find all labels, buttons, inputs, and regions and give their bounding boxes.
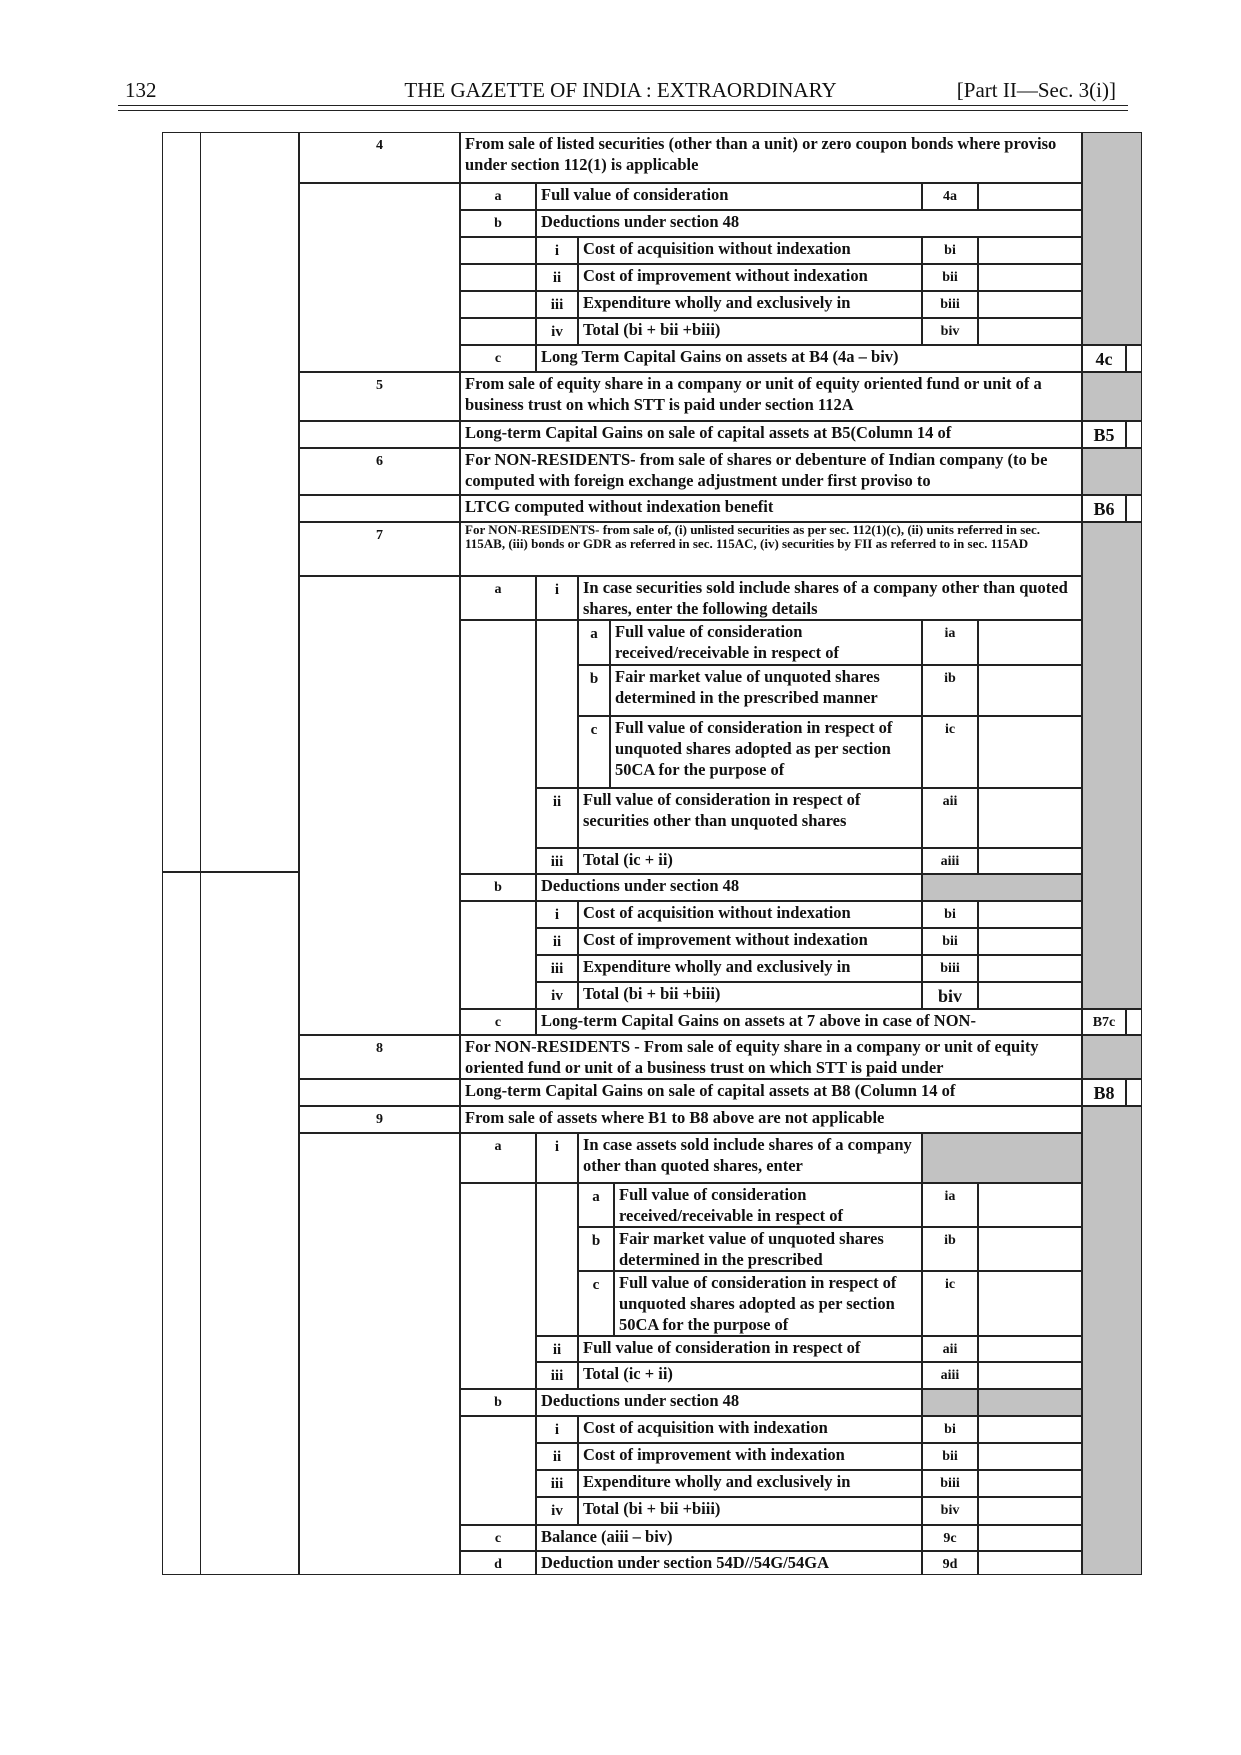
table-cell: 9c: [922, 1525, 978, 1551]
table-cell: ia: [922, 1183, 978, 1227]
table-cell: Balance (aiii – biv): [536, 1525, 922, 1551]
table-cell: Total (bi + bii +biii): [578, 982, 922, 1009]
table-cell: ia: [922, 620, 978, 665]
table-cell: ib: [922, 1227, 978, 1271]
table-cell-empty: [1082, 522, 1142, 1009]
table-cell: Full value of consideration in respect of securities other than unquoted shares: [578, 788, 922, 848]
table-cell-empty: [200, 132, 299, 872]
table-cell-empty: [299, 421, 460, 448]
table-cell-empty: [978, 1443, 1082, 1470]
table-cell: Full value of consideration: [536, 183, 922, 210]
table-cell: 6: [299, 448, 460, 495]
table-cell: biii: [922, 291, 978, 318]
table-cell: Deduction under section 54D//54G/54GA: [536, 1551, 922, 1575]
table-cell: 9: [299, 1106, 460, 1133]
table-cell-empty: [978, 237, 1082, 264]
table-cell: Long-term Capital Gains on sale of capital assets at B5(Column 14 of: [460, 421, 1082, 448]
table-cell: iii: [536, 291, 578, 318]
table-cell: bii: [922, 928, 978, 955]
table-cell: biv: [922, 318, 978, 345]
table-cell-empty: [1126, 1009, 1142, 1035]
table-cell: b: [460, 1389, 536, 1416]
table-cell: bii: [922, 1443, 978, 1470]
table-cell-empty: [460, 1183, 536, 1389]
table-cell-empty: [978, 1551, 1082, 1575]
table-cell: 7: [299, 522, 460, 576]
table-cell-empty: [460, 291, 536, 318]
table-cell: i: [536, 1133, 578, 1183]
table-cell: biv: [922, 1497, 978, 1525]
table-cell: iv: [536, 982, 578, 1009]
table-cell-empty: [299, 183, 460, 372]
table-cell: Full value of consideration in respect of unquoted shares adopted as per section 50CA for the purpose of: [614, 1271, 922, 1336]
table-cell-empty: [299, 576, 460, 1035]
table-cell-empty: [978, 1183, 1082, 1227]
table-cell-empty: [1126, 1079, 1142, 1106]
table-cell-empty: [299, 1079, 460, 1106]
table-cell-empty: [162, 132, 201, 872]
table-cell: bi: [922, 1416, 978, 1443]
table-cell: Cost of acquisition with indexation: [578, 1416, 922, 1443]
table-cell-empty: [978, 1362, 1082, 1389]
table-cell: aiii: [922, 1362, 978, 1389]
table-cell: ic: [922, 716, 978, 788]
table-cell-empty: [978, 1525, 1082, 1551]
table-cell-empty: [978, 848, 1082, 874]
table-cell: Deductions under section 48: [536, 210, 1082, 237]
table-cell: From sale of assets where B1 to B8 above are not applicable: [460, 1106, 1082, 1133]
table-cell-empty: [978, 264, 1082, 291]
table-cell: 8: [299, 1035, 460, 1079]
table-cell-empty: [162, 872, 201, 1575]
table-cell: Cost of acquisition without indexation: [578, 237, 922, 264]
table-cell: c: [460, 1009, 536, 1035]
table-cell: c: [460, 1525, 536, 1551]
table-cell-empty: [536, 1183, 578, 1336]
table-cell: bi: [922, 901, 978, 928]
table-cell: From sale of listed securities (other than a unit) or zero coupon bonds where proviso under section 112(1) is applicable: [460, 132, 1082, 183]
table-cell-empty: [978, 928, 1082, 955]
table-cell: In case assets sold include shares of a company other than quoted shares, enter: [578, 1133, 922, 1183]
table-cell: For NON-RESIDENTS- from sale of shares or debenture of Indian company (to be computed with foreign exchange adjustment under first proviso to: [460, 448, 1082, 495]
table-cell: aii: [922, 788, 978, 848]
table-cell-empty: [536, 620, 578, 788]
table-cell: ii: [536, 1443, 578, 1470]
table-cell: Total (ic + ii): [578, 1362, 922, 1389]
table-cell-empty: [978, 1336, 1082, 1362]
table-cell: ii: [536, 788, 578, 848]
table-cell: bi: [922, 237, 978, 264]
table-cell: Fair market value of unquoted shares determined in the prescribed manner: [610, 665, 922, 716]
table-cell: ii: [536, 928, 578, 955]
table-cell-empty: [978, 955, 1082, 982]
table-cell-empty: [299, 495, 460, 522]
table-cell: b: [578, 1227, 614, 1271]
table-cell: Deductions under section 48: [536, 1389, 922, 1416]
table-cell: iii: [536, 955, 578, 982]
table-cell-empty: [922, 1389, 978, 1416]
table-cell-empty: [978, 318, 1082, 345]
table-cell: B5: [1082, 421, 1126, 448]
table-cell: c: [578, 1271, 614, 1336]
table-cell-empty: [978, 1271, 1082, 1336]
table-cell: Total (ic + ii): [578, 848, 922, 874]
table-cell: 5: [299, 372, 460, 421]
table-cell: Long-term Capital Gains on sale of capital assets at B8 (Column 14 of: [460, 1079, 1082, 1106]
table-cell-empty: [460, 1416, 536, 1525]
table-cell: 4c: [1082, 345, 1126, 372]
table-cell: 9d: [922, 1551, 978, 1575]
table-cell-empty: [1082, 132, 1142, 345]
table-cell: 4: [299, 132, 460, 183]
table-cell: iv: [536, 318, 578, 345]
table-cell: b: [460, 210, 536, 237]
table-cell: i: [536, 576, 578, 620]
table-cell: b: [578, 665, 610, 716]
page-number: 132: [125, 78, 157, 102]
table-cell: Expenditure wholly and exclusively in: [578, 1470, 922, 1497]
table-cell: iii: [536, 1470, 578, 1497]
table-cell: a: [460, 1133, 536, 1183]
table-cell-empty: [978, 1416, 1082, 1443]
table-cell: Fair market value of unquoted shares determined in the prescribed: [614, 1227, 922, 1271]
table-cell: biv: [922, 982, 978, 1009]
table-cell: Deductions under section 48: [536, 874, 922, 901]
table-cell: Cost of improvement without indexation: [578, 928, 922, 955]
table-cell: c: [460, 345, 536, 372]
table-cell: Full value of consideration in respect of: [578, 1336, 922, 1362]
table-cell: aiii: [922, 848, 978, 874]
table-cell-empty: [978, 901, 1082, 928]
table-cell-empty: [1082, 372, 1142, 421]
table-cell: Expenditure wholly and exclusively in: [578, 955, 922, 982]
table-cell: Full value of consideration received/receivable in respect of: [610, 620, 922, 665]
table-cell: iii: [536, 848, 578, 874]
table-cell: LTCG computed without indexation benefit: [460, 495, 1082, 522]
table-cell-empty: [460, 318, 536, 345]
table-cell: a: [460, 183, 536, 210]
table-cell: Long-term Capital Gains on assets at 7 above in case of NON-: [536, 1009, 1082, 1035]
table-cell-empty: [460, 264, 536, 291]
table-cell-empty: [922, 874, 1082, 901]
table-cell-empty: [460, 237, 536, 264]
table-cell-empty: [978, 1470, 1082, 1497]
table-cell-empty: [978, 1227, 1082, 1271]
table-cell: ib: [922, 665, 978, 716]
table-cell: For NON-RESIDENTS- from sale of, (i) unlisted securities as per sec. 112(1)(c), (ii) units referred in sec. 115AB, (iii) bonds or GDR as referred in sec. 115AC, (iv) securities by FII as referred to in sec. 115AD: [460, 522, 1082, 576]
table-cell: Total (bi + bii +biii): [578, 318, 922, 345]
table-cell: 4a: [922, 183, 978, 210]
table-cell: iv: [536, 1497, 578, 1525]
table-cell: From sale of equity share in a company or unit of equity oriented fund or unit of a business trust on which STT is paid under section 112A: [460, 372, 1082, 421]
table-cell: ii: [536, 264, 578, 291]
table-cell: a: [460, 576, 536, 620]
table-cell-empty: [1126, 345, 1142, 372]
table-cell: In case securities sold include shares of a company other than quoted shares, enter the following details: [578, 576, 1082, 620]
table-cell: biii: [922, 1470, 978, 1497]
table-cell: biii: [922, 955, 978, 982]
table-cell-empty: [460, 901, 536, 1009]
table-cell-empty: [1082, 448, 1142, 495]
part-section-label: [Part II—Sec. 3(i)]: [956, 78, 1116, 102]
table-cell-empty: [978, 620, 1082, 665]
table-cell: Cost of improvement without indexation: [578, 264, 922, 291]
table-cell-empty: [978, 291, 1082, 318]
table-cell: d: [460, 1551, 536, 1575]
table-cell: Cost of acquisition without indexation: [578, 901, 922, 928]
table-cell-empty: [460, 620, 536, 874]
table-cell-empty: [978, 716, 1082, 788]
table-cell: i: [536, 237, 578, 264]
table-cell-empty: [1126, 495, 1142, 522]
table-cell: bii: [922, 264, 978, 291]
table-cell: For NON-RESIDENTS - From sale of equity share in a company or unit of equity oriented fund or unit of a business trust on which STT is paid under: [460, 1035, 1082, 1079]
table-cell-empty: [978, 183, 1082, 210]
table-cell: B6: [1082, 495, 1126, 522]
table-cell: a: [578, 1183, 614, 1227]
table-cell: a: [578, 620, 610, 665]
table-cell-empty: [978, 1497, 1082, 1525]
table-cell-empty: [1082, 1106, 1142, 1575]
table-cell: Full value of consideration received/receivable in respect of: [614, 1183, 922, 1227]
table-cell: i: [536, 1416, 578, 1443]
table-cell-empty: [922, 1133, 1082, 1183]
table-cell: ii: [536, 1336, 578, 1362]
table-cell-empty: [1082, 1035, 1142, 1079]
table-cell: Cost of improvement with indexation: [578, 1443, 922, 1470]
table-cell-empty: [978, 982, 1082, 1009]
table-cell: b: [460, 874, 536, 901]
table-cell: Full value of consideration in respect of unquoted shares adopted as per section 50CA for the purpose of: [610, 716, 922, 788]
table-cell-empty: [1126, 421, 1142, 448]
table-cell: ic: [922, 1271, 978, 1336]
table-cell-empty: [978, 1389, 1082, 1416]
table-cell: Expenditure wholly and exclusively in: [578, 291, 922, 318]
table-cell: Long Term Capital Gains on assets at B4 (4a – biv): [536, 345, 1082, 372]
table-cell-empty: [200, 872, 299, 1575]
table-cell: iii: [536, 1362, 578, 1389]
table-cell: Total (bi + bii +biii): [578, 1497, 922, 1525]
table-cell-empty: [299, 1133, 460, 1575]
table-cell: B7c: [1082, 1009, 1126, 1035]
table-cell-empty: [978, 788, 1082, 848]
gazette-title: THE GAZETTE OF INDIA : EXTRAORDINARY: [404, 78, 837, 102]
table-cell: aii: [922, 1336, 978, 1362]
table-cell: B8: [1082, 1079, 1126, 1106]
table-cell: i: [536, 901, 578, 928]
table-cell: c: [578, 716, 610, 788]
table-cell-empty: [978, 665, 1082, 716]
